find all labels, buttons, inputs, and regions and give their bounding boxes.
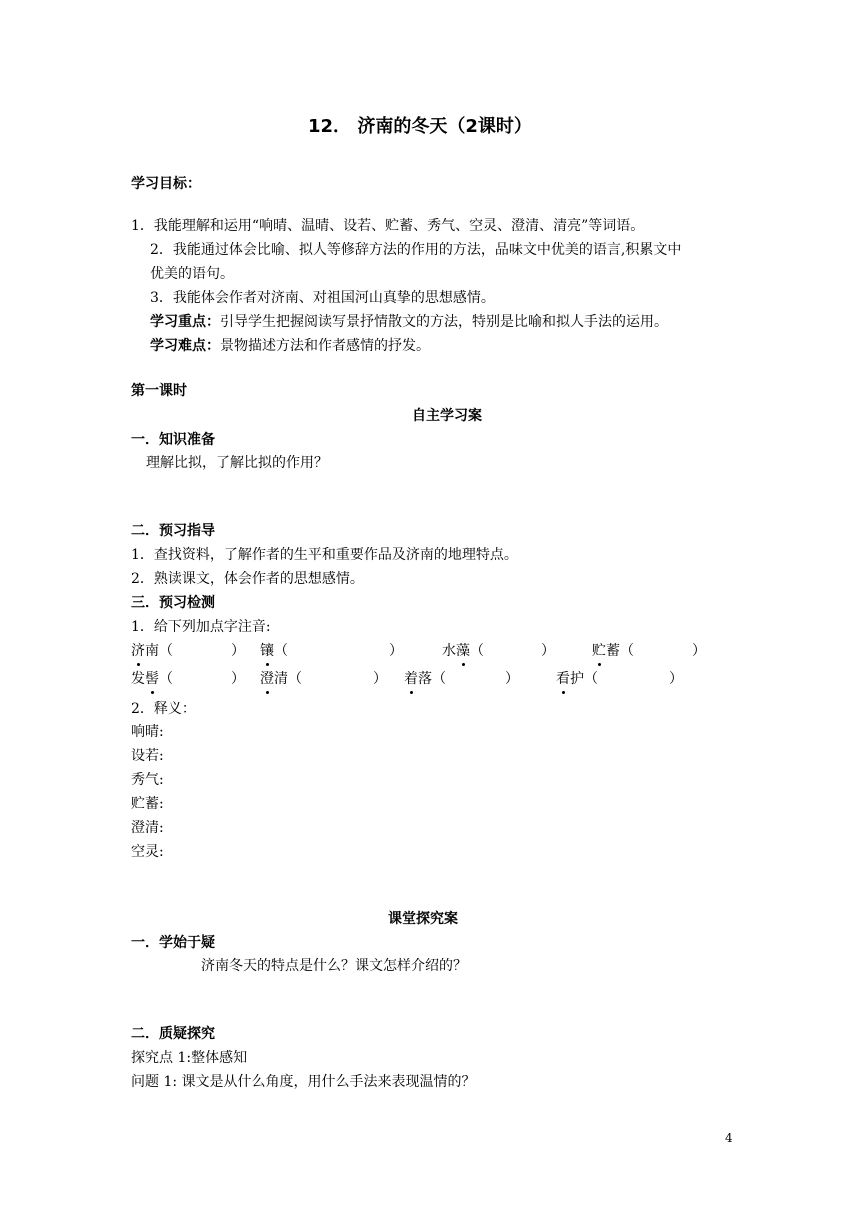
inquiry-section1-heading: 一．学始于疑	[131, 935, 215, 951]
objective-item: 3．我能体会作者对济南、对祖国河山真挚的思想感情。	[150, 290, 495, 306]
pinyin-close: ）	[231, 671, 245, 687]
key-point	[150, 312, 668, 332]
difficulty-text: 景物描述方法和作者感情的抒发。	[220, 338, 430, 354]
pinyin-item: 济南（	[131, 643, 173, 659]
preview-guide-heading: 二．预习指导	[131, 523, 215, 539]
pinyin-close: ）	[231, 643, 245, 659]
self-study-title: 自主学习案	[412, 408, 482, 424]
pinyin-item: 镶（	[260, 643, 288, 659]
difficulty-label: 学习难点：	[150, 338, 220, 354]
term-item: 澄清:	[131, 820, 164, 836]
pinyin-item: 贮蓄（	[592, 643, 634, 659]
pinyin-item: 澄清（	[260, 671, 302, 687]
lesson-heading: 第一课时	[131, 383, 187, 399]
knowledge-text: 理解比拟，了解比拟的作用？	[146, 455, 328, 471]
pinyin-close: ）	[389, 643, 403, 659]
objectives-heading: 学习目标：	[131, 176, 201, 192]
key-point-label: 学习重点：	[150, 314, 220, 330]
objective-item: 2．我能通过体会比喻、拟人等修辞方法的作用的方法，品味文中优美的语言,积累文中	[150, 242, 682, 258]
document-title: 12． 济南的冬天（2课时）	[308, 116, 532, 137]
inquiry-section1-text: 济南冬天的特点是什么？课文怎样介绍的？	[201, 958, 467, 974]
term-item: 响晴:	[131, 724, 164, 740]
page-number: 4	[725, 1131, 733, 1145]
difficulty-point	[150, 336, 430, 356]
term-item: 设若:	[131, 748, 164, 764]
question-1: 1．给下列加点字注音:	[131, 619, 271, 635]
term-item: 秀气:	[131, 772, 164, 788]
pinyin-close: ）	[541, 643, 555, 659]
preview-guide-item: 2．熟读课文，体会作者的思想感情。	[131, 571, 364, 587]
inquiry-title: 课堂探究案	[388, 911, 458, 927]
pinyin-close: ）	[505, 671, 519, 687]
inquiry-section2-heading: 二．质疑探究	[131, 1026, 215, 1042]
pinyin-close: ）	[373, 671, 387, 687]
objective-item: 1．我能理解和运用“响晴、温晴、设若、贮蓄、秀气、空灵、澄清、清亮”等词语。	[131, 218, 645, 234]
pinyin-item: 看护（	[556, 671, 598, 687]
pinyin-item: 着落（	[404, 671, 446, 687]
question-2: 2．释义：	[131, 701, 196, 717]
pinyin-item: 发髻（	[131, 671, 173, 687]
term-item: 贮蓄:	[131, 796, 164, 812]
pinyin-close: ）	[669, 671, 683, 687]
objective-item: 优美的语句。	[150, 266, 234, 282]
preview-guide-item: 1．查找资料，了解作者的生平和重要作品及济南的地理特点。	[131, 547, 518, 563]
pinyin-close: ）	[692, 643, 706, 659]
inquiry-point: 探究点 1:整体感知	[131, 1050, 248, 1066]
preview-test-heading: 三．预习检测	[131, 595, 215, 611]
inquiry-question: 问题 1: 课文是从什么角度，用什么手法来表现温情的？	[131, 1074, 476, 1090]
term-item: 空灵:	[131, 844, 164, 860]
key-point-text: 引导学生把握阅读写景抒情散文的方法，特别是比喻和拟人手法的运用。	[220, 314, 668, 330]
knowledge-heading: 一．知识准备	[131, 432, 215, 448]
pinyin-item: 水藻（	[442, 643, 484, 659]
